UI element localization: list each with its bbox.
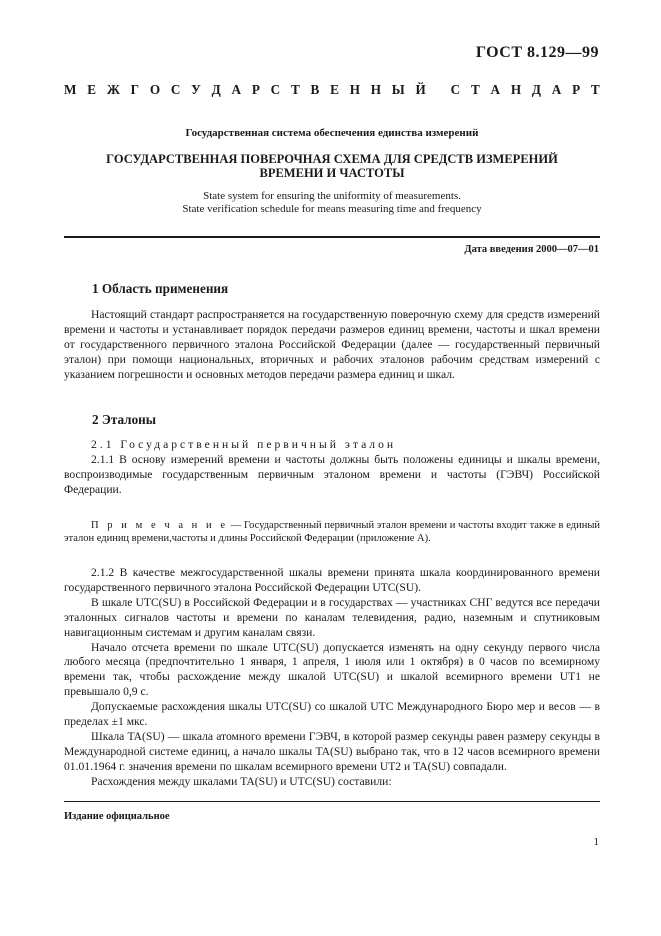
paragraph-2-1-2: 2.1.2 В качестве межгосударственной шкалы времени принята шкала координированного времени государственного первичного эталона Российской Федерации UTC(SU). [64,566,600,594]
document-title-line2: ВРЕМЕНИ И ЧАСТОТЫ [259,166,405,180]
header-divider [64,236,600,238]
banner-letter: С [270,82,281,97]
document-title [64,152,600,180]
paragraph-utc-origin: Начало отсчета времени по шкале UTC(SU) допускается изменять на одну секунду первого числа любого месяца (предпочтительно 1 января, 1 апреля, 1 июля или 1 октября) в 0 часов по всемирному времени так, чтобы расхождение между шкалой UTC(SU) и шкалой всемирного времени UT1 не превышало 0,9 с. [64,640,600,699]
banner-letter: А [490,82,501,97]
section-2-body-a [64,438,600,498]
system-title: Государственная система обеспечения единства измерений [185,127,479,139]
banner-letter: В [310,82,320,97]
note-text: — Государственный первичный эталон времени и частоты входит также в единый эталон единиц времени,частоты и длины Российской Федерации (приложение А). [64,520,600,544]
standard-code: ГОСТ 8.129—99 [475,44,599,61]
banner-letter: У [191,82,201,97]
section-1-body [64,308,600,383]
section-2-heading: 2 Эталоны [92,412,157,427]
banner-letter: Г [130,82,140,97]
effective-date: Дата введения 2000—07—01 [464,244,599,255]
standard-type-banner [64,82,600,98]
banner-letter: Т [290,82,300,97]
banner-letter: Н [349,82,360,97]
footer-divider [64,801,600,802]
subsection-2-1-title: 2.1 Государственный первичный эталон [91,438,397,451]
english-title-line1: State system for ensuring the uniformity of measurements. [203,190,461,202]
banner-letter: М [64,82,77,97]
edition-label: Издание официальное [64,811,170,822]
banner-letter: А [231,82,242,97]
banner-letter: Д [531,82,541,97]
banner-letter: С [450,82,461,97]
banner-letter: Н [370,82,382,97]
banner-letter: Е [87,82,97,97]
paragraph-2-1-1: 2.1.1 В основу измерений времени и частоты должны быть положены единицы и шкалы времени, воспроизводимые государственным первичным эталоном времени и частоты (ГЭВЧ) Российской Федерации. [64,452,600,496]
section-1-paragraph: Настоящий стандарт распространяется на государственную поверочную схему для средств измерений времени и частоты и устанавливает порядок передачи размеров единиц времени, частоты и шкал времени от государственного первичного эталона Российской Федерации (далее — государственный первичный эталон) при помощи национальных, вторичных и рабочих эталонов рабочим средствам измерений с указанием погрешности и основных методов передачи размера единиц и шкал. [64,308,600,381]
note-block [64,519,600,545]
banner-letter: С [170,82,181,97]
banner-letter: Д [211,82,221,97]
paragraph-discrepancies: Расхождения между шкалами TA(SU) и UTC(SU) составили: [91,774,392,788]
banner-letter: А [551,82,562,97]
banner-letter: Т [590,82,600,97]
banner-letter: Р [572,82,581,97]
banner-letter: Т [470,82,480,97]
paragraph-utc-transmissions: В шкале UTC(SU) в Российской Федерации и в государствах — участниках СНГ ведутся все передачи эталонных сигналов частоты и времени по каналам телевидения, радио, наземным и спутниковым навигационным системам и другим каналам связи. [64,595,600,639]
section-1-heading: 1 Область применения [92,281,229,296]
section-2-body-b [64,566,600,790]
note-label: П р и м е ч а н и е [91,520,229,531]
banner-letter [437,82,440,98]
paragraph-ta-scale: Шкала TA(SU) — шкала атомного времени ГЭВЧ, в которой размер секунды равен размеру секунды в Международной системе единиц, а начало шкалы TA(SU) выбрано так, что в 12 часов всемирного времени 01.01.1964 г. значения времени по шкалам всемирного времени UT2 и TA(SU) совпадали. [64,729,600,773]
banner-letter: Р [251,82,260,97]
banner-letter: Ы [391,82,405,97]
paragraph-utc-tolerance: Допускаемые расхождения шкалы UTC(SU) со шкалой UTC Международного Бюро мер и весов — в пределах ±1 мкс. [64,700,600,729]
banner-letter: Н [510,82,522,97]
page-number: 1 [593,836,599,848]
banner-letter: Ж [106,82,120,97]
banner-letter: Е [330,82,339,97]
document-title-line1: ГОСУДАРСТВЕННАЯ ПОВЕРОЧНАЯ СХЕМА ДЛЯ СРЕДСТВ ИЗМЕРЕНИЙ [106,152,558,166]
english-title-line2: State verification schedule for means measuring time and frequency [182,202,482,215]
english-title [64,190,600,215]
banner-letter: О [149,82,161,97]
banner-letter: Й [415,82,426,97]
